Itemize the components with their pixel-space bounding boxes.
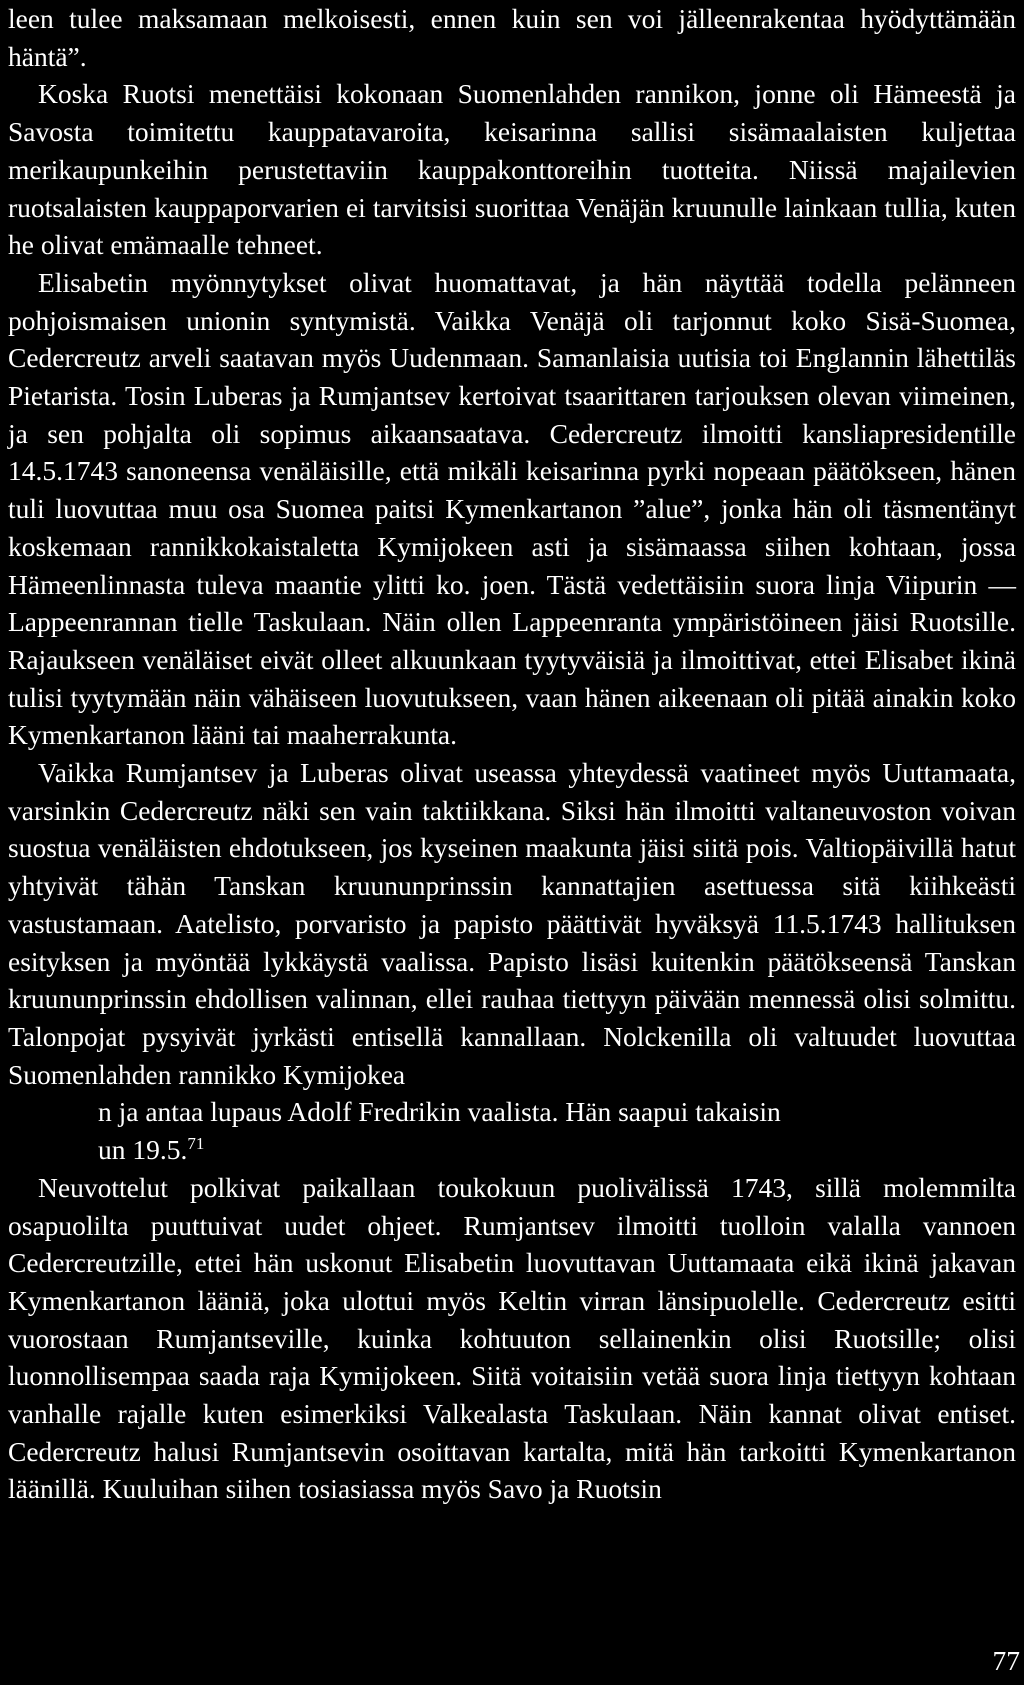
inset-line-2-text: un 19.5. — [98, 1134, 188, 1166]
paragraph-negotiations: Vaikka Rumjantsev ja Luberas olivat useassa yhteydessä vaatineet myös Uuttamaata, varsinkin Cedercreutz näki sen vain taktiikkana. Siksi hän ilmoitti valtaneuvoston voivan suostua venäläisten ehdotukseen, jos kyseinen maakunta jäisi siitä pois. Valtiopäivillä hatut yhtyivät tähän Tanskan kruununprinssin kannattajien asettuessa sitä kiihkeästi vastustamaan. Aatelisto, porvaristo ja papisto päättivät hyväksyä 11.5.1743 hallituksen esityksen ja myöntää lykkäystä vaalissa. Papisto lisäsi kuitenkin päätökseensä Tanskan kruununprinssin ehdollisen valinnan, ellei rauhaa tiettyyn päivään mennessä olisi solmittu. Talonpojat pysyivät jyrkästi entisellä kannallaan. Nolckenilla oli valtuudet luovuttaa Suomenlahden rannikko Kymijokea — [8, 757, 1016, 1090]
paragraph-inset — [8, 1093, 1016, 1168]
paragraph-closing: Neuvottelut polkivat paikallaan toukokuun puolivälissä 1743, sillä molemmilta osapuolilta puuttuivat uudet ohjeet. Rumjantsev ilmoitti tuolloin valalla vannoen Cedercreutzille, ettei hän uskonut Elisabetin luovuttavan Uuttamaata eikä ikinä jakavan Kymenkartanon lääniä, joka ulottui myös Keltin virran länsipuolelle. Cedercreutz esitti vuorostaan Rumjantseville, kuinka kohtuuton sellainenkin olisi Ruotsille; olisi luonnollisempaa saada raja Kymijokeen. Siitä voitaisiin vetää suora linja tiettyyn kohtaan vanhalle rajalle kuten esimerkiksi Valkealasta Taskulaan. Näin kannat olivat entiset. Cedercreutz halusi Rumjantsevin osoittavan kartalta, mitä hän tarkoitti Kymenkartanon läänillä. Kuuluihan siihen tosiasiassa myös Savo ja Ruotsin — [8, 1171, 1016, 1505]
paragraph-continuation: leen tulee maksamaan melkoisesti, ennen kuin sen voi jälleenrakentaa hyödyttämään häntä”. — [8, 3, 1016, 72]
footnote-marker: 71 — [187, 1133, 205, 1153]
inset-line-1: n ja antaa lupaus Adolf Fredrikin vaalista. Hän saapui takaisin — [98, 1096, 781, 1128]
paragraph-concessions: Elisabetin myönnytykset olivat huomattavat, ja hän näyttää todella pelänneen pohjoismaisen unionin syntymistä. Vaikka Venäjä oli tarjonnut koko Sisä-Suomea, Cedercreutz arveli saatavan myös Uudenmaan. Samanlaisia uutisia toi Englannin lähettiläs Pietarista. Tosin Luberas ja Rumjantsev kertoivat tsaarittaren tarjouksen olevan viimeinen, ja sen pohjalta oli sopimus aikaansaatava. Cedercreutz ilmoitti kansliapresidentille 14.5.1743 sanoneensa venäläisille, että mikäli keisarinna pyrki nopeaan päätökseen, hänen tuli luovuttaa muu osa Suomea paitsi Kymenkartanon ”alue”, jonka hän oli täsmentänyt koskemaan rannikkokaistaletta Kymijokeen asti ja sisämaassa siihen kohtaan, jossa Hämeenlinnasta tuleva maantie ylitti ko. joen. Tästä vedettäisiin suora linja Viipurin — Lappeenrannan tielle Taskulaan. Näin ollen Lappeenranta ympäristöineen jäisi Ruotsille. Rajaukseen venäläiset eivät olleet alkuunkaan tyytyväisiä ja ilmoittivat, ettei Elisabet ikinä tulisi tyytymään näin vähäiseen luovutukseen, vaan hänen aikeenaan oli pitää ainakin koko Kymenkartanon lääni tai maaherrakunta. — [8, 266, 1016, 751]
page-number: 77 — [992, 1645, 1020, 1676]
document-page — [8, 0, 1016, 1508]
inset-line-2 — [8, 1131, 1016, 1169]
paragraph-trade: Koska Ruotsi menettäisi kokonaan Suomenlahden rannikon, jonne oli Hämeestä ja Savosta toimitettu kauppatavaroita, keisarinna sallisi sisämaalaisten kuljettaa merikaupunkeihin perustettaviin kauppakonttoreihin tuotteita. Niissä majailevien ruotsalaisten kauppaporvarien ei tarvitsisi suorittaa Venäjän kruunulle lainkaan tullia, kuten he olivat emämaalle tehneet. — [8, 78, 1016, 261]
